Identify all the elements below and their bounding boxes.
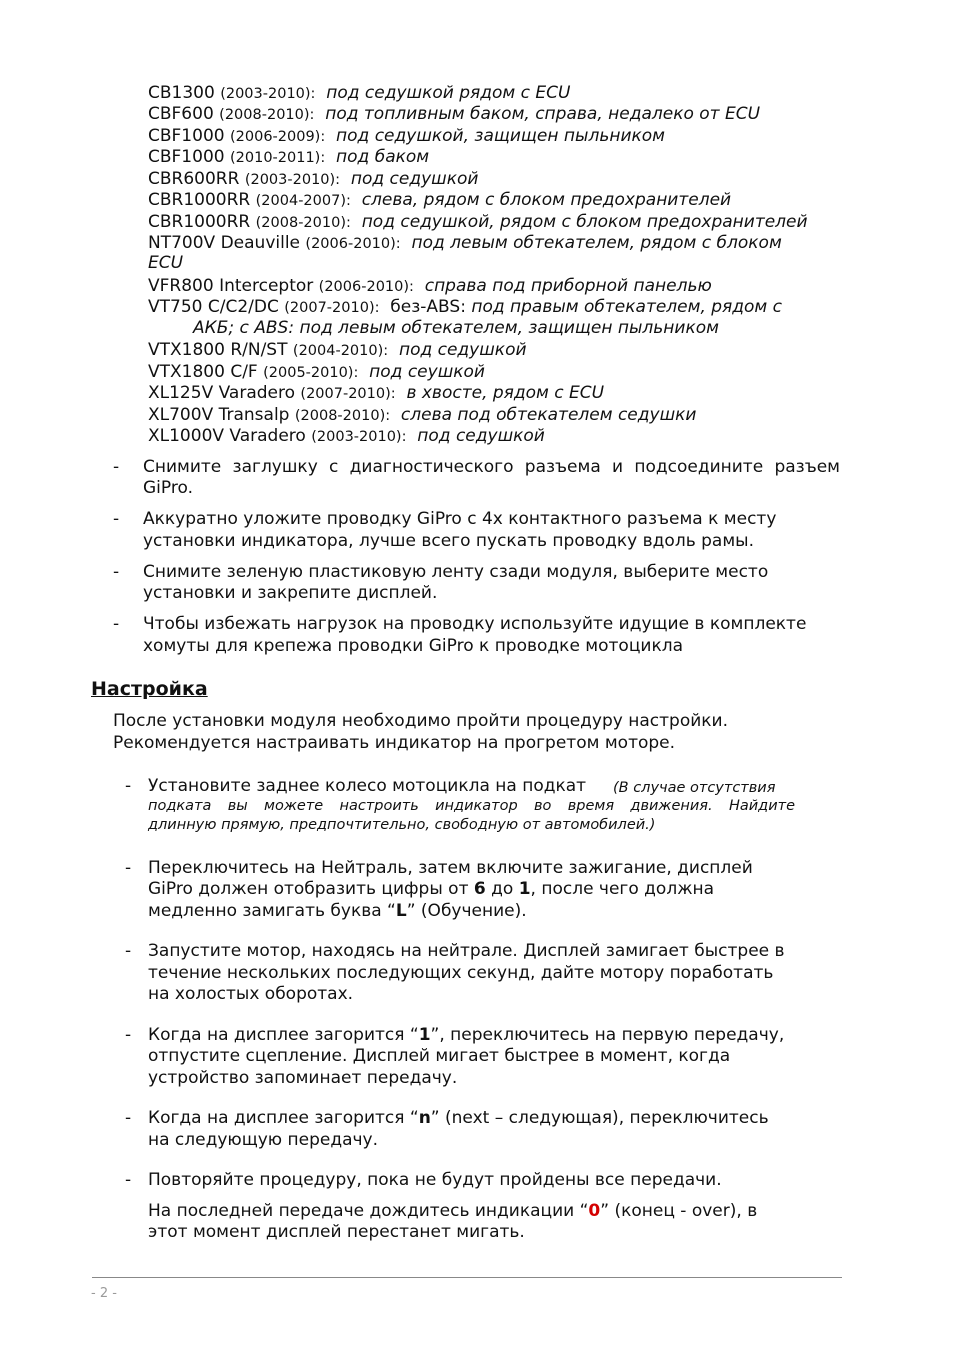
setup-intro-line2: Рекомендуется настраивать индикатор на прогретом моторе.	[113, 733, 676, 753]
bold-digit: 6	[473, 879, 486, 899]
model-years: (2003-2010):	[311, 429, 407, 445]
model-name: CBF600	[148, 104, 214, 124]
install-step-3-line1: Снимите зеленую пластиковую ленту сзади модуля, выберите место	[143, 562, 769, 582]
model-entry	[148, 147, 429, 169]
bullet-dash: -	[113, 562, 120, 582]
model-name: XL125V Varadero	[148, 383, 295, 403]
text-span: Когда на дисплее загорится “	[148, 1108, 419, 1128]
model-name: CBR600RR	[148, 169, 240, 189]
setup-step-2-line3	[148, 901, 527, 923]
setup-step-5-line2: на следующую передачу.	[148, 1130, 379, 1150]
setup-step-2-line1: Переключитесь на Нейтраль, затем включите зажигание, дисплей	[148, 858, 753, 878]
bullet-dash: -	[125, 1025, 132, 1045]
model-entry	[148, 169, 478, 191]
model-years: (2008-2010):	[255, 215, 351, 231]
model-name: VTX1800 R/N/ST	[148, 340, 288, 360]
model-years: (2003-2010):	[220, 86, 316, 102]
model-entry	[148, 126, 665, 148]
bullet-dash: -	[113, 457, 120, 477]
setup-step-1-note-line2: подката вы можете настроить индикатор во время движения. Найдите	[148, 798, 795, 814]
model-name: CBR1000RR	[148, 212, 251, 232]
setup-step-6-line1: Повторяйте процедуру, пока не будут пройдены все передачи.	[148, 1170, 722, 1190]
setup-step-3-line3: на холостых оборотах.	[148, 984, 354, 1004]
model-location-continued: АКБ; с ABS: под левым обтекателем, защищен пыльником	[193, 318, 719, 338]
setup-step-4-line3: устройство запоминает передачу.	[148, 1068, 458, 1088]
model-name: CBF1000	[148, 126, 225, 146]
install-step-3-line2: установки и закрепите дисплей.	[143, 583, 438, 603]
model-entry	[148, 340, 527, 362]
text-span: Когда на дисплее загорится “	[148, 1025, 419, 1045]
text-span: ” (конец - over), в	[600, 1201, 758, 1221]
model-location: справа под приборной панелью	[424, 276, 712, 296]
setup-intro-line1: После установки модуля необходимо пройти процедуру настройки.	[113, 711, 728, 731]
page-number: - 2 -	[91, 1286, 117, 1301]
model-years: (2006-2009):	[229, 129, 326, 145]
model-entry	[148, 426, 545, 448]
setup-step-1-text: Установите заднее колесо мотоцикла на подкат	[148, 776, 587, 796]
model-location: в хвосте, рядом с ECU	[406, 383, 605, 403]
model-entry	[148, 212, 808, 234]
install-step-1-line2: GiPro.	[143, 478, 193, 498]
setup-step-1-note-line3: длинную прямую, предпочтительно, свободную от автомобилей.)	[148, 817, 656, 833]
model-location: под седушкой рядом с ECU	[326, 83, 571, 103]
model-location: слева, рядом с блоком предохранителей	[361, 190, 732, 210]
setup-step-3-line1: Запустите мотор, находясь на нейтрале. Дисплей замигает быстрее в	[148, 941, 785, 961]
bullet-dash: -	[113, 614, 120, 634]
model-location: под седушкой	[398, 340, 527, 360]
setup-step-5-line1	[148, 1108, 769, 1130]
model-entry	[148, 190, 731, 212]
bullet-dash: -	[125, 858, 132, 878]
model-years: (2010-2011):	[229, 150, 326, 166]
model-location: под правым обтекателем, рядом с	[471, 297, 783, 317]
text-span: медленно замигать буква “	[148, 901, 396, 921]
model-name: VT750 C/C2/DC	[148, 297, 279, 317]
model-years: (2003-2010):	[244, 172, 341, 188]
text-span: , после чего должна	[530, 879, 715, 899]
model-name: CBR1000RR	[148, 190, 251, 210]
model-entry	[148, 362, 485, 384]
bullet-dash: -	[125, 1170, 132, 1190]
model-location-continued: ECU	[148, 253, 184, 273]
bullet-dash: -	[125, 1108, 132, 1128]
model-years: (2007-2010):	[284, 300, 380, 316]
model-years: (2006-2010):	[305, 236, 401, 252]
setup-step-2-line2	[148, 879, 714, 901]
model-location: под левым обтекателем, рядом с блоком	[411, 233, 782, 253]
model-entry	[148, 276, 712, 298]
model-name: CB1300	[148, 83, 215, 103]
text-span: до	[485, 879, 519, 899]
bold-digit: 1	[518, 879, 531, 899]
text-span: ” (next – следующая), переключитесь	[430, 1108, 769, 1128]
bold-digit: 1	[418, 1025, 431, 1045]
bold-letter: L	[395, 901, 407, 921]
setup-step-4-line2: отпустите сцепление. Дисплей мигает быстрее в момент, когда	[148, 1046, 731, 1066]
model-entry	[148, 297, 782, 319]
model-name: XL700V Transalp	[148, 405, 290, 425]
model-name: NT700V Deauville	[148, 233, 301, 253]
text-span: ” (Обучение).	[406, 901, 527, 921]
model-entry	[148, 104, 760, 126]
model-entry	[148, 233, 782, 255]
model-abs-note: без-ABS:	[390, 297, 466, 317]
install-step-4-line2: хомуты для крепежа проводки GiPro к проводке мотоцикла	[143, 636, 684, 656]
bullet-dash: -	[125, 776, 132, 796]
model-years: (2007-2010):	[300, 386, 396, 402]
model-location: под седушкой	[350, 169, 479, 189]
text-span: GiPro должен отобразить цифры от	[148, 879, 474, 899]
model-location: слева под обтекателем седушки	[400, 405, 697, 425]
model-entry	[148, 83, 570, 105]
model-years: (2004-2007):	[255, 193, 351, 209]
model-location: под сеушкой	[369, 362, 485, 382]
model-location: под седушкой, рядом с блоком предохранителей	[361, 212, 808, 232]
model-years: (2006-2010):	[318, 279, 414, 295]
text-span: ”, переключитесь на первую передачу,	[430, 1025, 785, 1045]
model-name: XL1000V Varadero	[148, 426, 306, 446]
model-entry	[148, 405, 696, 427]
text-span: На последней передаче дождитесь индикации “	[148, 1201, 589, 1221]
model-years: (2005-2010):	[263, 365, 359, 381]
setup-step-1-note-line1: (В случае отсутствия	[613, 780, 776, 796]
install-step-2-line2: установки индикатора, лучше всего пускать проводку вдоль рамы.	[143, 531, 754, 551]
bullet-dash: -	[125, 941, 132, 961]
footer-divider	[92, 1277, 842, 1278]
setup-step-3-line2: течение нескольких последующих секунд, дайте мотору поработать	[148, 963, 774, 983]
model-name: VTX1800 C/F	[148, 362, 258, 382]
model-location: под баком	[336, 147, 430, 167]
model-years: (2004-2010):	[292, 343, 389, 359]
bold-letter: n	[418, 1108, 431, 1128]
section-heading-setup: Настройка	[91, 678, 208, 700]
model-location: под седушкой, защищен пыльником	[336, 126, 665, 146]
install-step-2-line1: Аккуратно уложите проводку GiPro с 4х контактного разъема к месту	[143, 509, 777, 529]
red-digit: 0	[588, 1201, 601, 1221]
setup-step-1-main	[148, 776, 586, 798]
model-name: CBF1000	[148, 147, 225, 167]
setup-step-6-line2	[148, 1201, 757, 1223]
model-years: (2008-2010):	[219, 107, 315, 123]
model-entry	[148, 383, 604, 405]
bullet-dash: -	[113, 509, 120, 529]
model-location: под седушкой	[417, 426, 545, 446]
install-step-1-line1: Снимите заглушку с диагностического разъема и подсоедините разъем	[143, 457, 840, 477]
setup-step-6-line3: этот момент дисплей перестанет мигать.	[148, 1222, 525, 1242]
model-name: VFR800 Interceptor	[148, 276, 314, 296]
install-step-4-line1: Чтобы избежать нагрузок на проводку используйте идущие в комплекте	[143, 614, 807, 634]
model-years: (2008-2010):	[294, 408, 391, 424]
setup-step-4-line1	[148, 1025, 784, 1047]
model-location: под топливным баком, справа, недалеко от ECU	[325, 104, 761, 124]
